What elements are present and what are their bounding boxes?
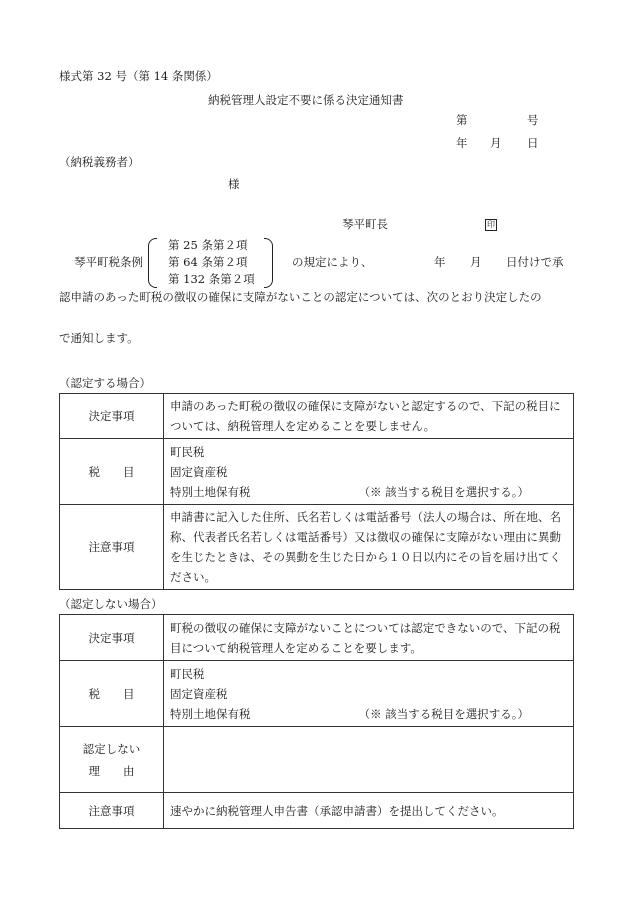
approved-notes-row — [60, 505, 574, 590]
body-date-year: 年 — [434, 255, 446, 269]
approved-decision-text: 申請のあった町税の徴収の確保に支障がないと認定するので、下記の税目に ついては、納税管理人を定めることを要しません。 — [164, 394, 574, 439]
taxpayer-label: （納税義務者） — [59, 155, 140, 169]
document-title: 納税管理人設定不要に係る決定通知書 — [208, 93, 404, 107]
rejected-heading: （認定しない場合） — [59, 597, 163, 611]
rejected-notes-row — [60, 793, 574, 829]
approved-tax-label: 税 目 — [60, 439, 164, 505]
date-day-label: 日 — [527, 136, 539, 150]
article-2: 第 64 条第２項 — [168, 255, 248, 269]
approved-decision-label: 決定事項 — [60, 394, 164, 439]
body-line-3: で通知します。 — [59, 331, 139, 345]
sama-label: 様 — [228, 177, 240, 191]
rejected-tax-list — [164, 661, 574, 727]
rejected-decision-row — [60, 615, 574, 661]
rejected-reason-label: 認定しない 理 由 — [60, 727, 164, 793]
rejected-notes-text: 速やかに納税管理人申告書（承認申請書）を提出してください。 — [164, 793, 574, 829]
rejected-decision-label: 決定事項 — [60, 615, 164, 661]
body-line-2: 認申請のあった町税の徴収の確保に支障がないことの認定については、次のとおり決定したの — [59, 290, 542, 304]
tax-item: 固定資産税 — [170, 464, 228, 479]
body-date-suffix: 日付けで承 — [506, 255, 564, 269]
tax-item: 特別土地保有税 — [170, 484, 251, 499]
form-number: 様式第 32 号（第 14 条関係） — [59, 69, 218, 83]
rejected-notes-label: 注意事項 — [60, 793, 164, 829]
approved-tax-row — [60, 439, 574, 505]
approved-heading: （認定する場合） — [59, 376, 151, 390]
date-year-label: 年 — [456, 136, 468, 150]
tax-item: 町民税 — [170, 666, 205, 681]
approved-notes-text: 申請書に記入した住所、氏名若しくは電話番号（法人の場合は、所在地、名 称、代表者氏名若しくは電話番号）又は徴収の確保に支障がない理由に異動 を生じたときは、その異動を生じた日から１０日以内にその旨を届け出てく ださい。 — [164, 505, 574, 590]
rejected-reason-field — [164, 727, 574, 793]
approved-decision-row — [60, 394, 574, 439]
rejected-reason-row — [60, 727, 574, 793]
tax-item: 特別土地保有税 — [170, 706, 251, 721]
approved-tax-list — [164, 439, 574, 505]
article-3: 第 132 条第２項 — [168, 272, 255, 286]
rejected-tax-label: 税 目 — [60, 661, 164, 727]
tax-select-note: （※ 該当する税目を選択する。） — [358, 706, 529, 721]
right-bracket — [264, 238, 273, 288]
body-date-month: 月 — [470, 255, 482, 269]
rejected-table — [59, 614, 574, 829]
provision-text: の規定により、 — [292, 255, 373, 269]
number-label-left: 第 — [456, 113, 468, 127]
ordinance-prefix: 琴平町税条例 — [74, 255, 143, 269]
left-bracket — [148, 238, 157, 288]
issuer-name: 琴平町長 — [342, 217, 388, 231]
seal-mark: 印 — [487, 220, 495, 229]
approved-table — [59, 393, 574, 590]
tax-item: 固定資産税 — [170, 686, 228, 701]
article-1: 第 25 条第２項 — [168, 238, 248, 252]
tax-select-note: （※ 該当する税目を選択する。） — [358, 484, 529, 499]
approved-notes-label: 注意事項 — [60, 505, 164, 590]
date-month-label: 月 — [490, 136, 502, 150]
tax-item: 町民税 — [170, 444, 205, 459]
number-label-right: 号 — [527, 113, 539, 127]
rejected-decision-text: 町税の徴収の確保に支障がないことについては認定できないので、下記の税 目について納税管理人を定めることを要します。 — [164, 615, 574, 661]
rejected-tax-row — [60, 661, 574, 727]
